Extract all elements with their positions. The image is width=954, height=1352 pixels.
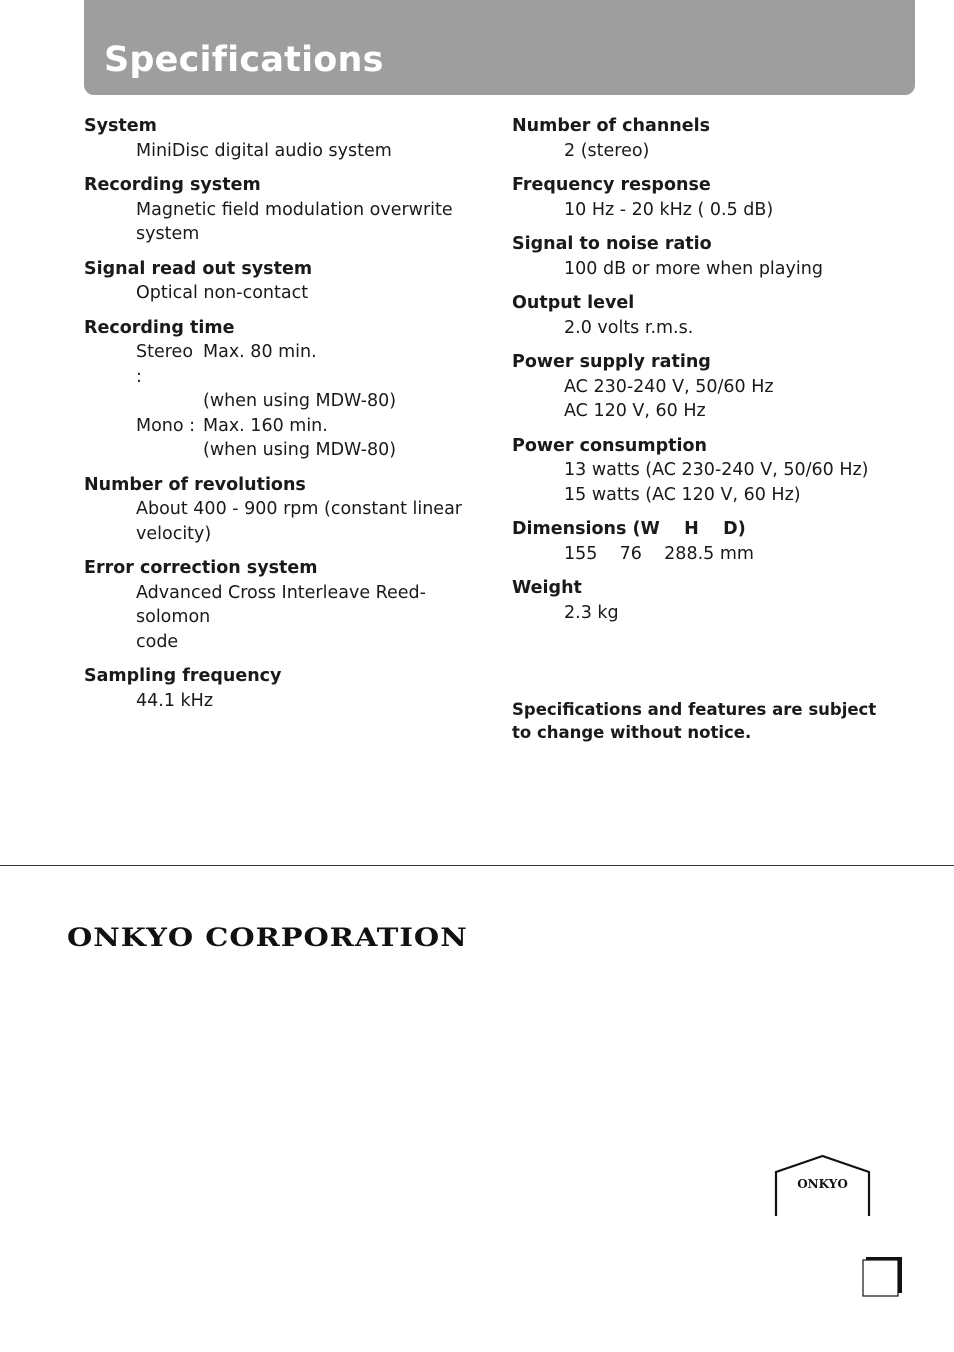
spec-value: velocity) (136, 523, 212, 544)
spec-value: Optical non-contact (136, 283, 309, 303)
header-bar (84, 0, 915, 95)
spec-value: 2.3 kg (564, 602, 619, 623)
spec-value: AC 120 V, 60 Hz (564, 401, 706, 421)
spec-value: 100 dB or more when playing (564, 258, 823, 279)
spec-item (84, 664, 484, 713)
spec-item (512, 173, 912, 222)
page-corner-mark (862, 1256, 904, 1298)
spec-column-left (84, 114, 484, 723)
mono-value: Max. 160 min. (203, 415, 328, 436)
spec-value: 15 watts (AC 120 V, 60 Hz) (564, 484, 801, 505)
spec-item (512, 576, 912, 625)
spec-value: system (136, 224, 200, 244)
divider (0, 865, 954, 866)
spec-title: Recording system (84, 175, 261, 195)
spec-item (512, 291, 912, 340)
spec-title: Weight (512, 578, 582, 598)
spec-value: 155 76 288.5 mm (564, 543, 754, 564)
spec-value: Magnetic field modulation overwrite (136, 199, 453, 220)
spec-item (512, 232, 912, 281)
spec-title: System (84, 116, 157, 136)
spec-value: code (136, 631, 179, 652)
spec-value: 2 (stereo) (564, 140, 650, 161)
spec-item (512, 434, 912, 508)
mono-label: Mono : (136, 415, 196, 436)
spec-item-recording-time (84, 316, 484, 463)
spec-title: Frequency response (512, 175, 711, 195)
mono-note: (when using MDW-80) (203, 440, 397, 460)
spec-value: About 400 - 900 rpm (constant linear (136, 499, 462, 519)
spec-item (84, 114, 484, 163)
spec-title: Output level (512, 293, 635, 313)
logo-text: ONKYO (797, 1177, 848, 1191)
spec-title: Error correction system (84, 558, 318, 578)
spec-item (84, 556, 484, 654)
spec-item (512, 114, 912, 163)
spec-value: Advanced Cross Interleave Reed-solomon (136, 582, 426, 627)
spec-value: 2.0 volts r.m.s. (564, 317, 694, 338)
spec-title: Dimensions (W H D) (512, 519, 746, 539)
spec-title: Power consumption (512, 435, 707, 456)
spec-title: Power supply rating (512, 352, 711, 372)
spec-title: Number of channels (512, 116, 711, 136)
spec-value: MiniDisc digital audio system (136, 140, 392, 161)
spec-title: Number of revolutions (84, 474, 306, 495)
spec-title: Signal to noise ratio (512, 234, 712, 254)
stereo-note: (when using MDW-80) (203, 391, 397, 411)
spec-value: 13 watts (AC 230-240 V, 50/60 Hz) (564, 460, 869, 480)
spec-item (84, 173, 484, 247)
spec-value: AC 230-240 V, 50/60 Hz (564, 376, 774, 397)
onkyo-logo-icon (774, 1154, 871, 1218)
spec-item (512, 350, 912, 424)
spec-column-right (512, 114, 912, 635)
page-title: Specifications (104, 40, 384, 80)
corporation-logo: ONKYO CORPORATION (67, 923, 468, 953)
spec-title: Sampling frequency (84, 666, 282, 686)
spec-item (84, 473, 484, 547)
spec-item (84, 257, 484, 306)
stereo-label: Stereo : (136, 342, 194, 387)
spec-value: 10 Hz - 20 kHz ( 0.5 dB) (564, 199, 774, 220)
change-notice: Specifications and features are subject to change without notice. (512, 700, 877, 742)
spec-title: Recording time (84, 317, 235, 338)
spec-title: Signal read out system (84, 258, 313, 279)
spec-item (512, 517, 912, 566)
spec-value: 44.1 kHz (136, 690, 214, 711)
stereo-value: Max. 80 min. (203, 342, 317, 362)
